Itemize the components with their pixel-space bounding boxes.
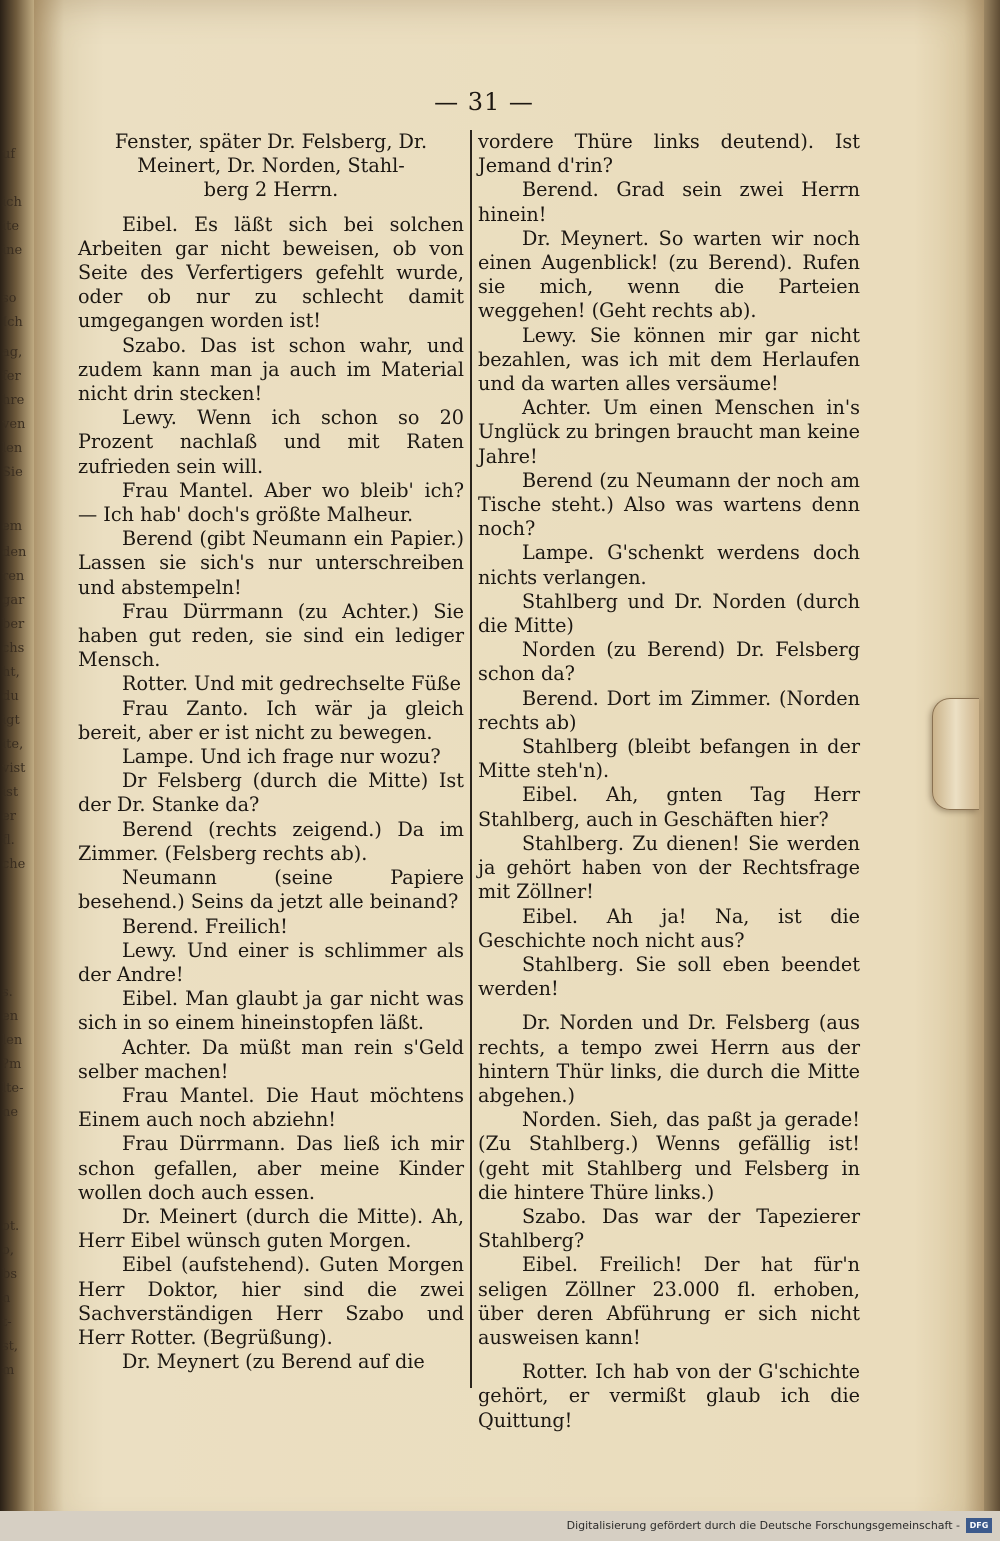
dialogue-paragraph: Achter. Um einen Menschen in's Unglück zu bringen braucht man keine Jahre! [478,396,860,468]
previous-page-text-fragment: o, [2,1243,14,1258]
previous-page-text-fragment: lte- [2,1081,24,1096]
dialogue-paragraph: Berend. Dort im Zimmer. (Norden rechts ab) [478,686,860,734]
stage-direction: Fenster, später Dr. Felsberg, Dr. [114,130,428,153]
previous-page-text-fragment: en [2,1009,19,1024]
dialogue-paragraph: Achter. Da müßt man rein s'Geld selber machen! [78,1035,464,1083]
dialogue-paragraph: Berend (gibt Neumann ein Papier.) Lassen sie sich's nur unterschreiben und abstempeln! [78,527,464,599]
previous-page-text-fragment: Ich [2,315,23,330]
dialogue-paragraph: Eibel. Freilich! Der hat für'n seligen Zöllner 23.000 fl. erhoben, über deren Abführung er sich nicht ausweisen kann! [478,1253,860,1349]
dialogue-paragraph: Lampe. Und ich frage nur wozu? [122,745,441,769]
previous-page-text-fragment: igt [2,713,20,728]
stage-direction: Meinert, Dr. Norden, Stahl- [137,154,405,178]
page-tab-marker [932,698,979,810]
previous-page-text-fragment: fer [2,369,21,384]
previous-page-edge [0,0,36,1541]
previous-page-text-fragment: t- [2,1315,12,1330]
book-page [34,0,984,1541]
digitization-footer [0,1511,1000,1541]
previous-page-text-fragment: st, [2,1339,19,1354]
dialogue-paragraph: Frau Mantel. Aber wo bleib' ich? — Ich hab' doch's größte Malheur. [78,478,464,527]
column-divider [470,130,472,1388]
dialogue-paragraph: Stahlberg und Dr. Norden (durch die Mitte) [478,589,860,638]
dialogue-paragraph: Eibel. Ah, gnten Tag Herr Stahlberg, auch in Geschäften hier? [478,783,860,831]
previous-page-text-fragment: den [2,545,27,560]
previous-page-text-fragment: m [2,1363,15,1378]
previous-page-text-fragment: so [2,291,17,306]
previous-page-text-fragment: gar [2,593,25,608]
previous-page-text-fragment: er [2,809,16,824]
dialogue-paragraph: Eibel. Ah ja! Na, ist die Geschichte noch nicht aus? [478,904,860,952]
dfg-logo: DFG [966,1518,992,1533]
dialogue-paragraph: Lewy. Und einer is schlimmer als der Andre! [78,938,464,986]
dialogue-paragraph: Berend (zu Neumann der noch am Tische steht.) Also was wartens denn noch? [478,468,860,541]
previous-page-text-fragment: len [2,1033,23,1048]
dialogue-paragraph: Lewy. Wenn ich schon so 20 Prozent nachlaß und mit Raten zufrieden sein will. [78,406,464,478]
dialogue-paragraph: Stahlberg (bleibt befangen in der Mitte steh'n). [478,735,860,783]
book-spine-edge [984,0,1000,1541]
dialogue-paragraph: Eibel (aufstehend). Guten Morgen Herr Doktor, hier sind die zwei Sachverständigen Herr Szabo und Herr Rotter. (Begrüßung). [78,1253,464,1349]
dialogue-paragraph: Neumann (seine Papiere besehend.) Seins da jetzt alle beinand? [78,866,464,914]
dialogue-paragraph: Dr. Meynert. So warten wir noch einen Augenblick! (zu Berend). Rufen sie mich, wenn die Parteien weggehen! (Geht rechts ab). [478,226,860,323]
previous-page-text-fragment: ven [2,417,26,432]
dialogue-paragraph: Stahlberg. Sie soll eben beendet werden! [478,952,860,1001]
right-text-column [478,130,860,1432]
previous-page-text-fragment: chs [2,641,25,656]
dialogue-paragraph: vordere Thüre links deutend). Ist Jemand d'rin? [478,130,860,178]
previous-page-text-fragment: vist [2,761,26,776]
dialogue-paragraph: Frau Dürrmann. Das ließ ich mir schon gefallen, aber meine Kinder wollen doch auch essen. [78,1132,464,1204]
previous-page-text-fragment: n [2,1291,11,1306]
dialogue-paragraph: Dr. Meynert (zu Berend auf die [122,1350,425,1374]
previous-page-text-fragment: du [2,689,19,704]
dialogue-paragraph: Szabo. Das ist schon wahr, und zudem kann man ja auch im Material nicht drin stecken! [78,333,464,406]
previous-page-text-fragment: uf [2,147,16,162]
previous-page-text-fragment: ber [2,617,25,632]
previous-page-text-fragment: fl. [2,833,15,848]
previous-page-text-fragment: hre [2,393,25,408]
previous-page-text-fragment: em [2,519,23,534]
dialogue-paragraph: Dr. Meinert (durch die Mitte). Ah, Herr Eibel wünsch guten Morgen. [78,1204,464,1253]
previous-page-text-fragment: Sie [2,465,23,480]
dialogue-paragraph: Frau Dürrmann (zu Achter.) Sie haben gut reden, sie sind ein lediger Mensch. [78,599,464,672]
dialogue-paragraph: Norden. Sieh, das paßt ja gerade! (Zu Stahlberg.) Wenns gefällig ist! (geht mit Stahlberg und Felsberg in die hintere Thüre links.) [478,1108,860,1204]
dialogue-paragraph: Lampe. G'schenkt werdens doch nichts verlangen. [478,541,860,589]
funding-notice: Digitalisierung gefördert durch die Deutsche Forschungsgemeinschaft - [566,1519,960,1532]
dialogue-paragraph: Berend (rechts zeigend.) Da im Zimmer. (Felsberg rechts ab). [78,817,464,865]
previous-page-text-fragment: len [2,441,23,456]
previous-page-text-fragment: s. [2,985,13,1000]
dialogue-paragraph: Dr Felsberg (durch die Mitte) Ist der Dr. Stanke da? [78,769,464,817]
previous-page-text-fragment: ht, [2,665,20,680]
dialogue-paragraph: Lewy. Sie können mir gar nicht bezahlen, was ich mit dem Herlaufen und da warten alles versäume! [478,323,860,396]
dialogue-paragraph: Szabo. Das war der Tapezierer Stahlberg? [478,1204,860,1253]
dialogue-paragraph: Rotter. Und mit gedrechselte Füße [122,672,461,696]
dialogue-paragraph: Berend. Grad sein zwei Herrn hinein! [478,178,860,226]
previous-page-text-fragment: ne [2,1105,19,1120]
dialogue-paragraph: Norden (zu Berend) Dr. Felsberg schon da? [478,638,860,686]
dialogue-paragraph: Rotter. Ich hab von der G'schichte gehört, er vermißt glaub ich die Quittung! [478,1360,860,1432]
dialogue-paragraph: Berend. Freilich! [122,914,288,938]
previous-page-text-fragment: ?m [2,1057,22,1072]
previous-page-text-fragment: ite [2,219,20,234]
dialogue-paragraph: Dr. Norden und Dr. Felsberg (aus rechts, a tempo zwei Herrn aus der hintern Thür links, die durch die Mitte abgehen.) [478,1011,860,1107]
previous-page-text-fragment: che [2,857,26,872]
previous-page-text-fragment: ist [2,785,19,800]
dialogue-paragraph: Stahlberg. Zu dienen! Sie werden ja gehört haben von der Rechtsfrage mit Zöllner! [478,831,860,904]
dialogue-paragraph: Eibel. Es läßt sich bei solchen Arbeiten gar nicht beweisen, ob von Seite des Verfertigers gefehlt wurde, oder ob nur zu schlecht damit umgegangen worden ist! [78,212,464,333]
previous-page-text-fragment: ite, [2,737,24,752]
dialogue-paragraph: Frau Zanto. Ich wär ja gleich bereit, aber er ist nicht zu bewegen. [78,696,464,744]
previous-page-text-fragment: ren [2,569,25,584]
left-text-column [78,130,464,1392]
previous-page-text-fragment: ot. [2,1219,20,1234]
page-number: — 31 — [434,88,534,116]
previous-page-text-fragment: ich [2,195,22,210]
dialogue-paragraph: Eibel. Man glaubt ja gar nicht was sich in so einem hineinstopfen läßt. [78,987,464,1035]
previous-page-text-fragment: ag, [2,345,23,360]
previous-page-text-fragment: ine [2,243,23,258]
previous-page-text-fragment: bs [2,1267,17,1282]
stage-direction: berg 2 Herrn. [203,178,339,202]
dialogue-paragraph: Frau Mantel. Die Haut möchtens Einem auch noch abziehn! [78,1083,464,1132]
